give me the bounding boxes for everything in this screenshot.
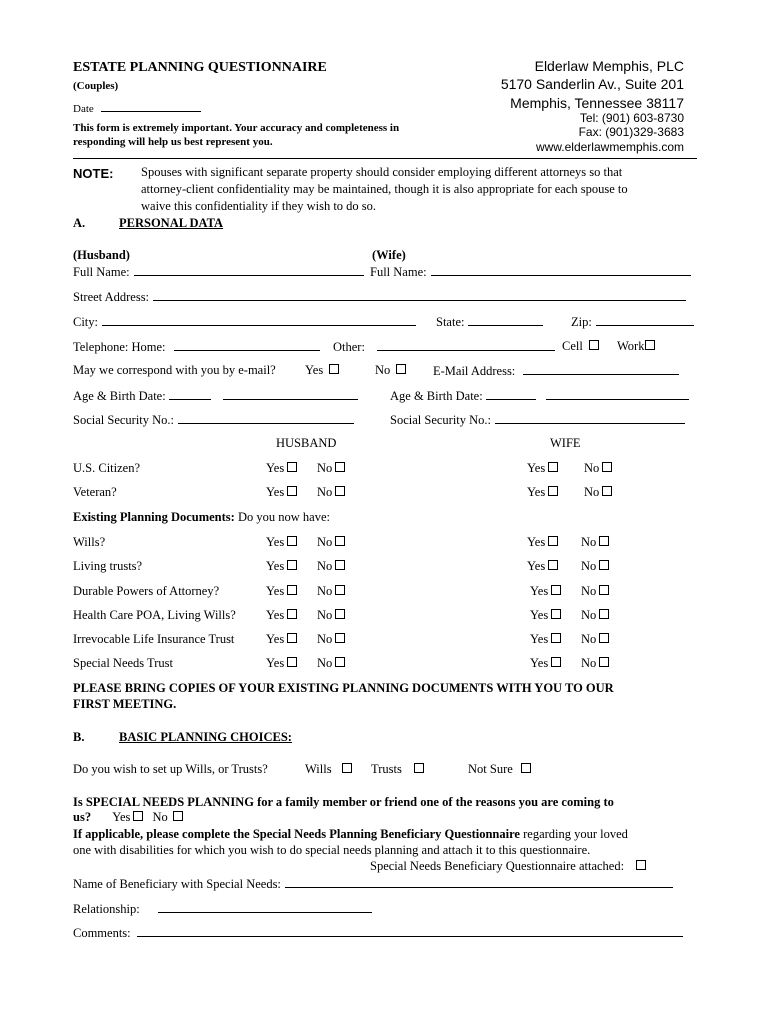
special-needs-no[interactable] [153,810,183,824]
wife-snt-yes[interactable] [530,656,561,671]
special-needs-yes[interactable] [112,810,143,824]
telephone-home-field[interactable] [174,339,320,351]
doc-label-durable-poa: Durable Powers of Attorney? [73,584,220,598]
existing-docs-question: Do you now have: [237,510,330,524]
age-birth-label: Age & Birth Date: [73,389,166,403]
questionnaire-attached-label: Special Needs Beneficiary Questionnaire attached: [370,859,625,873]
form-subtitle: (Couples) [73,80,119,92]
questionnaire-attached-row[interactable] [370,859,646,874]
firm-tel: Tel: (901) 603-8730 [579,111,684,125]
wills-trusts-question: Do you wish to set up Wills, or Trusts? [73,762,268,776]
firm-address-1: 5170 Sanderlin Av., Suite 201 [500,76,684,92]
yes-label: Yes [530,632,549,646]
husband-snt-no[interactable] [317,656,345,671]
yes-label: Yes [266,535,285,549]
not-sure-option[interactable] [468,762,531,777]
comments-row [73,925,683,941]
yes-label: Yes [266,584,285,598]
yes-label: Yes [266,461,285,475]
note-label: NOTE: [73,166,114,181]
no-label: No [317,461,333,475]
wills-label: Wills [305,762,332,776]
email-no-option[interactable] [375,363,406,378]
checkbox[interactable] [287,633,297,643]
yes-label: Yes [112,810,131,824]
checkbox[interactable] [335,486,345,496]
wife-wills-yes[interactable] [527,535,558,550]
husband-poa-no[interactable] [317,584,345,599]
checkbox[interactable] [287,657,297,667]
checkbox[interactable] [173,811,183,821]
yes-label: Yes [527,485,546,499]
husband-ilit-yes[interactable] [266,632,297,647]
no-label: No [584,485,600,499]
no-label: No [584,461,600,475]
firm-fax: Fax: (901)329-3683 [578,125,684,139]
yes-label: Yes [266,608,285,622]
yes-label: Yes [527,559,546,573]
email-yes-checkbox[interactable] [329,364,339,374]
yes-label: Yes [266,632,285,646]
note-line-3: waive this confidentiality if they wish to do so. [141,199,377,213]
wife-citizen-no[interactable] [584,461,612,476]
work-option[interactable] [617,339,655,354]
husband-citizen-no[interactable] [317,461,345,476]
firm-name: Elderlaw Memphis, PLC [534,58,684,74]
husband-hcpoa-yes[interactable] [266,608,297,623]
no-label: No [581,608,597,622]
yes-label: Yes [527,461,546,475]
checkbox[interactable] [599,633,609,643]
husband-poa-yes[interactable] [266,584,297,599]
no-label: No [317,656,333,670]
email-address-row [433,363,679,379]
checkbox[interactable] [548,560,558,570]
trusts-checkbox[interactable] [414,763,424,773]
firm-address-2: Memphis, Tennessee 38117 [510,95,684,111]
special-needs-question-line-2 [73,810,183,825]
husband-trusts-no[interactable] [317,559,345,574]
full-name-label: Full Name: [370,265,427,279]
state-label: State: [436,315,465,329]
yes-label: Yes [527,535,546,549]
importance-line-1: This form is extremely important. Your accuracy and completeness in [73,122,400,134]
comments-label: Comments: [73,926,131,940]
applicable-line-2: one with disabilities for which you wish to do special needs planning and attach it to this questionnaire. [73,843,591,857]
applicable-rest-text: regarding your loved [519,827,628,841]
checkbox[interactable] [287,585,297,595]
cell-label: Cell [562,339,583,353]
wife-age-field[interactable] [486,388,536,400]
husband-ilit-no[interactable] [317,632,345,647]
checkbox[interactable] [548,462,558,472]
telephone-row [73,339,320,355]
beneficiary-label: Name of Beneficiary with Special Needs: [73,877,281,891]
wife-wills-no[interactable] [581,535,609,550]
zip-row [571,314,694,330]
existing-docs-heading [73,510,330,525]
date-label: Date [73,103,94,115]
beneficiary-row [73,876,673,892]
wife-ilit-yes[interactable] [530,632,561,647]
applicable-line-1 [73,827,628,842]
husband-ssn-row [73,412,354,428]
checkbox[interactable] [287,486,297,496]
no-label: No [581,584,597,598]
no-label: No [317,535,333,549]
wills-option[interactable] [305,762,352,777]
wife-label: (Wife) [372,248,406,262]
email-question: May we correspond with you by e-mail? [73,363,276,377]
bring-copies-line-1: PLEASE BRING COPIES OF YOUR EXISTING PLANNING DOCUMENTS WITH YOU TO OUR [73,681,614,695]
husband-full-name-row [73,264,364,280]
full-name-label: Full Name: [73,265,130,279]
veteran-label: Veteran? [73,485,117,499]
wife-trusts-no[interactable] [581,559,609,574]
wife-hcpoa-no[interactable] [581,608,609,623]
doc-label-health-care-poa: Health Care POA, Living Wills? [73,608,236,622]
no-label: No [152,810,168,824]
no-label: No [317,584,333,598]
doc-label-wills: Wills? [73,535,106,549]
note-line-1: Spouses with significant separate property should consider employing different attorneys so that [141,165,623,179]
checkbox[interactable] [335,633,345,643]
email-yes-option[interactable] [305,363,339,378]
city-label: City: [73,315,99,329]
wife-poa-yes[interactable] [530,584,561,599]
email-address-label: E-Mail Address: [433,364,516,378]
checkbox[interactable] [602,486,612,496]
wife-ilit-no[interactable] [581,632,609,647]
no-label: No [581,559,597,573]
checkbox[interactable] [602,462,612,472]
email-no-checkbox[interactable] [396,364,406,374]
header-divider [73,158,697,159]
husband-snt-yes[interactable] [266,656,297,671]
relationship-row [73,901,372,917]
firm-website: www.elderlawmemphis.com [535,140,684,154]
importance-line-2: responding will help us best represent you. [73,136,273,148]
ssn-label: Social Security No.: [73,413,175,427]
relationship-field[interactable] [158,901,372,913]
trusts-option[interactable] [371,762,424,777]
husband-wills-no[interactable] [317,535,345,550]
checkbox[interactable] [551,633,561,643]
checkbox[interactable] [287,536,297,546]
age-birth-label: Age & Birth Date: [390,389,483,403]
checkbox[interactable] [287,462,297,472]
no-label: No [581,535,597,549]
husband-birth-date-field[interactable] [223,388,358,400]
column-husband: HUSBAND [276,436,337,450]
doc-label-ilit: Irrevocable Life Insurance Trust [73,632,235,646]
yes-label: Yes [266,656,285,670]
yes-label: Yes [266,485,285,499]
checkbox[interactable] [335,536,345,546]
other-label: Other: [333,340,365,354]
telephone-label: Telephone: Home: [73,340,166,354]
relationship-label: Relationship: [73,902,140,916]
yes-label: Yes [530,608,549,622]
applicable-bold-text: If applicable, please complete the Special Needs Planning Beneficiary Questionnaire [73,827,520,841]
husband-ssn-field[interactable] [178,412,354,424]
checkbox[interactable] [335,462,345,472]
state-field[interactable] [468,314,543,326]
husband-trusts-yes[interactable] [266,559,297,574]
other-phone-row [333,339,555,355]
checkbox[interactable] [548,536,558,546]
husband-citizen-yes[interactable] [266,461,297,476]
wife-snt-no[interactable] [581,656,609,671]
street-label: Street Address: [73,290,150,304]
yes-label: Yes [305,363,324,377]
husband-full-name-field[interactable] [134,264,364,276]
comments-field[interactable] [137,925,683,937]
date-row [73,100,201,115]
wife-full-name-row [370,264,691,280]
wife-poa-no[interactable] [581,584,609,599]
doc-label-living-trusts: Living trusts? [73,559,143,573]
us-text: us? [73,810,92,824]
section-b-title: BASIC PLANNING CHOICES: [119,730,292,744]
date-field[interactable] [101,100,201,112]
column-wife: WIFE [550,436,581,450]
no-label: No [317,632,333,646]
existing-docs-label: Existing Planning Documents: [73,510,235,524]
trusts-label: Trusts [371,762,402,776]
checkbox[interactable] [335,657,345,667]
cell-option[interactable] [562,339,599,354]
street-row [73,289,686,305]
zip-label: Zip: [571,315,592,329]
street-field[interactable] [153,289,686,301]
checkbox[interactable] [335,560,345,570]
yes-label: Yes [530,584,549,598]
form-title: ESTATE PLANNING QUESTIONNAIRE [73,60,327,75]
citizen-label: U.S. Citizen? [73,461,141,475]
beneficiary-field[interactable] [285,876,673,888]
yes-label: Yes [266,559,285,573]
wills-checkbox[interactable] [342,763,352,773]
other-phone-field[interactable] [377,339,555,351]
section-a-letter: A. [73,216,86,230]
questionnaire-attached-checkbox[interactable] [636,860,646,870]
wife-ssn-field[interactable] [495,412,685,424]
cell-checkbox[interactable] [589,340,599,350]
checkbox[interactable] [599,657,609,667]
checkbox[interactable] [287,609,297,619]
husband-veteran-no[interactable] [317,485,345,500]
city-row [73,314,416,330]
checkbox[interactable] [599,560,609,570]
checkbox[interactable] [133,811,143,821]
bring-copies-line-2: FIRST MEETING. [73,697,177,711]
checkbox[interactable] [551,657,561,667]
wife-trusts-yes[interactable] [527,559,558,574]
no-label: No [581,656,597,670]
checkbox[interactable] [287,560,297,570]
section-b-letter: B. [73,730,85,744]
yes-label: Yes [530,656,549,670]
doc-label-special-needs-trust: Special Needs Trust [73,656,173,670]
husband-wills-yes[interactable] [266,535,297,550]
email-address-field[interactable] [523,363,679,375]
ssn-label: Social Security No.: [390,413,492,427]
husband-age-row [73,388,358,404]
no-label: No [317,485,333,499]
wife-veteran-yes[interactable] [527,485,558,500]
not-sure-checkbox[interactable] [521,763,531,773]
not-sure-label: Not Sure [468,762,513,776]
special-needs-question-line-1: Is SPECIAL NEEDS PLANNING for a family member or friend one of the reasons you are coming to [73,795,614,809]
wife-veteran-no[interactable] [584,485,612,500]
checkbox[interactable] [551,609,561,619]
checkbox[interactable] [335,585,345,595]
checkbox[interactable] [599,609,609,619]
husband-hcpoa-no[interactable] [317,608,345,623]
wife-hcpoa-yes[interactable] [530,608,561,623]
wife-full-name-field[interactable] [431,264,691,276]
note-line-2: attorney-client confidentiality may be maintained, though it is also appropriate for each spouse to [141,182,628,196]
husband-label: (Husband) [73,248,130,262]
no-label: No [317,559,333,573]
zip-field[interactable] [596,314,694,326]
checkbox[interactable] [599,536,609,546]
state-row [436,314,543,330]
city-field[interactable] [102,314,416,326]
work-checkbox[interactable] [645,340,655,350]
work-label: Work [617,339,645,353]
no-label: No [317,608,333,622]
checkbox[interactable] [599,585,609,595]
checkbox[interactable] [335,609,345,619]
wife-citizen-yes[interactable] [527,461,558,476]
husband-veteran-yes[interactable] [266,485,297,500]
checkbox[interactable] [548,486,558,496]
wife-birth-date-field[interactable] [546,388,689,400]
wife-ssn-row [390,412,685,428]
husband-age-field[interactable] [169,388,211,400]
checkbox[interactable] [551,585,561,595]
wife-age-row [390,388,689,404]
section-a-title: PERSONAL DATA [119,216,224,230]
no-label: No [581,632,597,646]
no-label: No [375,363,391,377]
